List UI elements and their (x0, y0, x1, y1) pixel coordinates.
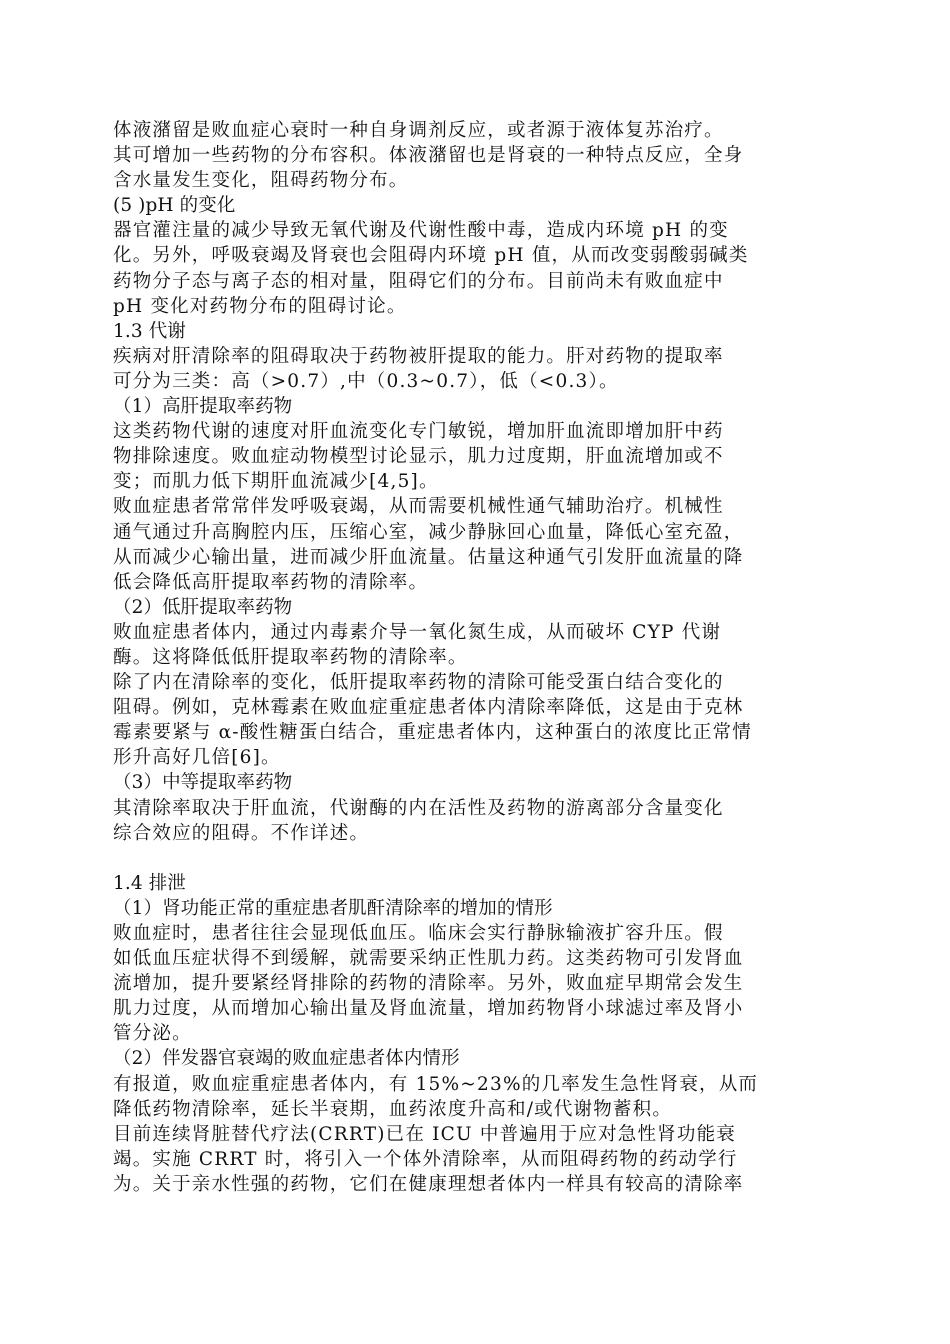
paragraph-line: 管分泌。 (113, 1023, 192, 1045)
paragraph-line: 变；而肌力低下期肝血流减少[4,5]。 (113, 471, 439, 493)
paragraph-line: 其清除率取决于肝血流，代谢酶的内在活性及药物的游离部分含量变化 (113, 797, 724, 819)
paragraph-line: 这类药物代谢的速度对肝血流变化专门敏锐，增加肝血流即增加肝中药 (113, 421, 724, 443)
document-body (113, 118, 833, 1197)
paragraph-line: 疾病对肝清除率的阻碍取决于药物被肝提取的能力。肝对药物的提取率 (113, 345, 724, 367)
subsection-heading: （1）肾功能正常的重症患者肌酐清除率的增加的情形 (113, 897, 553, 919)
subsection-heading: （2）伴发器官衰竭的败血症患者体内情形 (113, 1048, 460, 1070)
paragraph-line: 败血症患者体内，通过内毒素介导一氧化氮生成，从而破坏 CYP 代谢 (113, 621, 722, 643)
paragraph-line: 化。另外，呼吸衰竭及肾衰也会阻碍内环境 pH 值，从而改变弱酸弱碱类 (113, 245, 749, 267)
section-heading: 1.4 排泄 (113, 872, 186, 894)
paragraph-line: 物排除速度。败血症动物模型讨论显示，肌力过度期，肝血流增加或不 (113, 446, 724, 468)
paragraph-line: 体液潴留是败血症心衰时一种自身调剂反应，或者源于液体复苏治疗。 (113, 120, 724, 141)
paragraph-line: 败血症时，患者往往会显现低血压。临床会实行静脉输液扩容升压。假 (113, 923, 724, 944)
paragraph-line: 酶。这将降低低肝提取率药物的清除率。 (113, 646, 468, 668)
paragraph-line: 形升高好几倍[6]。 (113, 747, 281, 769)
paragraph-line: 含水量发生变化，阻碍药物分布。 (113, 170, 409, 192)
paragraph-line: 可分为三类：高（>0.7）,中（0.3~0.7），低（<0.3）。 (113, 370, 619, 392)
subsection-heading: （1）高肝提取率药物 (113, 396, 293, 418)
paragraph-line: 如低血压症状得不到缓解，就需要采纳正性肌力药。这类药物可引发肾血 (113, 948, 744, 970)
subsection-heading: （3）中等提取率药物 (113, 772, 293, 794)
section-heading: 1.3 代谢 (113, 320, 186, 342)
paragraph-line: 综合效应的阻碍。不作详述。 (113, 822, 370, 844)
paragraph-line: 竭。实施 CRRT 时，将引入一个体外清除率，从而阻碍药物的药动学行 (113, 1148, 738, 1170)
paragraph-line: 流增加，提升要紧经肾排除的药物的清除率。另外，败血症早期常会发生 (113, 973, 744, 995)
paragraph-line: 阻碍。例如，克林霉素在败血症重症患者体内清除率降低，这是由于克林 (113, 697, 744, 719)
blank-line (113, 846, 833, 871)
paragraph-line: 败血症患者常常伴发呼吸衰竭，从而需要机械性通气辅助治疗。机械性 (113, 496, 724, 518)
paragraph-line: 有报道，败血症重症患者体内，有 15%~23%的几率发生急性肾衰，从而 (113, 1073, 759, 1095)
paragraph-line: 降低药物清除率，延长半衰期，血药浓度升高和/或代谢物蓄积。 (113, 1098, 673, 1120)
paragraph-line: 肌力过度，从而增加心输出量及肾血流量，增加药物肾小球滤过率及肾小 (113, 998, 744, 1020)
section-heading: (5 )pH 的变化 (113, 195, 236, 217)
paragraph-line: 除了内在清除率的变化，低肝提取率药物的清除可能受蛋白结合变化的 (113, 672, 724, 694)
paragraph-line: 药物分子态与离子态的相对量，阻碍它们的分布。目前尚未有败血症中 (113, 270, 724, 292)
paragraph-line: 低会降低高肝提取率药物的清除率。 (113, 571, 429, 593)
paragraph-line: 从而减少心输出量，进而减少肝血流量。估量这种通气引发肝血流量的降 (113, 546, 744, 568)
paragraph-line: 为。关于亲水性强的药物，它们在健康理想者体内一样具有较高的清除率 (113, 1173, 744, 1195)
paragraph-line: 通气通过升高胸腔内压，压缩心室，减少静脉回心血量，降低心室充盈， (113, 521, 744, 543)
paragraph-line: pH 变化对药物分布的阻碍讨论。 (113, 295, 407, 317)
subsection-heading: （2）低肝提取率药物 (113, 596, 293, 618)
paragraph-line: 其可增加一些药物的分布容积。体液潴留也是肾衰的一种特点反应，全身 (113, 145, 744, 167)
paragraph-line: 霉素要紧与 α-酸性糖蛋白结合，重症患者体内，这种蛋白的浓度比正常情 (113, 722, 752, 744)
paragraph-line: 目前连续肾脏替代疗法(CRRT)已在 ICU 中普遍用于应对急性肾功能衰 (113, 1123, 736, 1145)
paragraph-line: 器官灌注量的减少导致无氧代谢及代谢性酸中毒，造成内环境 pH 的变 (113, 220, 729, 242)
